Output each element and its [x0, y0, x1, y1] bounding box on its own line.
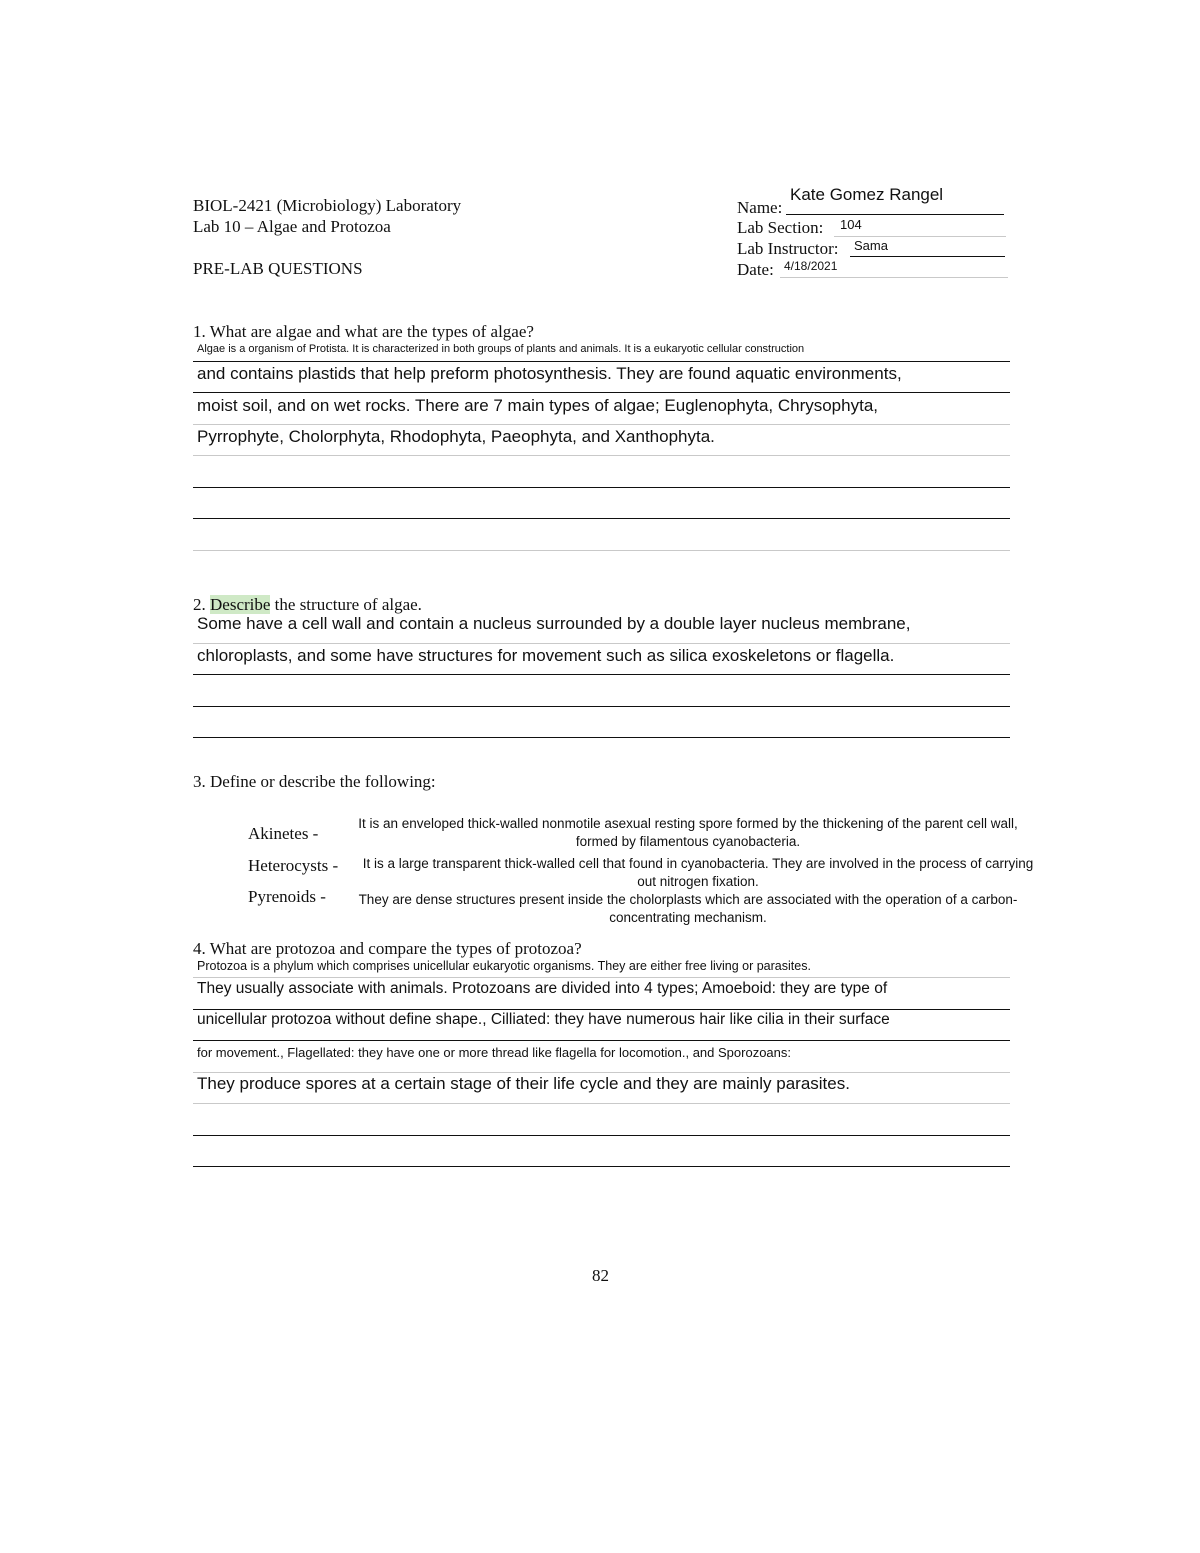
q1-rule-5	[193, 487, 1010, 488]
q1-answer-line-3[interactable]: moist soil, and on wet rocks. There are 7 main types of algae; Euglenophyta, Chrysophyta,	[197, 396, 878, 415]
name-label: Name:	[737, 198, 783, 217]
instructor-value[interactable]: Sama	[854, 238, 888, 253]
question-2-highlight: Describe	[210, 595, 271, 614]
q1-answer-line-1[interactable]: Algae is a organism of Protista. It is characterized in both groups of plants and animals. It is a eukaryotic cellular construction	[197, 343, 805, 355]
q4-rule-4	[193, 1072, 1010, 1073]
definition-akinetes[interactable]: It is an enveloped thick-walled nonmotile asexual resting spore formed by the thickening of the parent cell wall, formed by filamentous cyanobacteria.	[358, 816, 1018, 849]
q2-rule-4	[193, 737, 1010, 738]
date-value[interactable]: 4/18/2021	[784, 259, 838, 273]
term-pyrenoids: Pyrenoids -	[248, 887, 326, 906]
definition-pyrenoids[interactable]: They are dense structures present inside the cholorplasts which are associated with the operation of a carbon-concentrating mechanism.	[358, 892, 1018, 925]
q1-rule-6	[193, 518, 1010, 519]
instructor-label: Lab Instructor:	[737, 239, 839, 258]
q4-rule-1	[193, 977, 1010, 978]
q4-rule-3	[193, 1040, 1010, 1041]
term-heterocysts: Heterocysts -	[248, 856, 339, 875]
term-akinetes: Akinetes -	[248, 824, 319, 843]
section-title: PRE-LAB QUESTIONS	[193, 259, 363, 278]
q1-rule-1	[193, 361, 1010, 362]
q1-rule-3	[193, 424, 1010, 425]
question-1: 1. What are algae and what are the types of algae?	[193, 322, 534, 341]
q4-rule-2	[193, 1009, 1010, 1010]
lab-section-value[interactable]: 104	[840, 217, 862, 232]
question-2-rest: the structure of algae.	[274, 595, 422, 614]
page-number: 82	[592, 1266, 609, 1285]
q4-rule-5	[193, 1103, 1010, 1104]
definition-heterocysts[interactable]: It is a large transparent thick-walled cell that found in cyanobacteria. They are involved in the process of carrying out nitrogen fixation.	[362, 856, 1034, 889]
q2-answer-line-1[interactable]: Some have a cell wall and contain a nucleus surrounded by a double layer nucleus membrane,	[197, 614, 911, 633]
name-value[interactable]: Kate Gomez Rangel	[790, 185, 944, 204]
q1-answer-line-4[interactable]: Pyrrophyte, Cholorphyta, Rhodophyta, Paeophyta, and Xanthophyta.	[197, 427, 715, 446]
question-2-number: 2.	[193, 595, 206, 614]
q2-rule-3	[193, 706, 1010, 707]
q4-answer-line-5[interactable]: They produce spores at a certain stage of their life cycle and they are mainly parasites.	[197, 1074, 850, 1093]
q2-answer-line-2[interactable]: chloroplasts, and some have structures for movement such as silica exoskeletons or flagella.	[197, 646, 895, 665]
question-4: 4. What are protozoa and compare the types of protozoa?	[193, 939, 582, 958]
q2-rule-1	[193, 643, 1010, 644]
lab-title: Lab 10 – Algae and Protozoa	[193, 217, 391, 236]
q4-answer-line-2[interactable]: They usually associate with animals. Protozoans are divided into 4 types; Amoeboid: they are type of	[197, 980, 888, 997]
q1-rule-4	[193, 455, 1010, 456]
date-label: Date:	[737, 260, 774, 279]
q4-answer-line-4[interactable]: for movement., Flagellated: they have one or more thread like flagella for locomotion., and Sporozoans:	[197, 1045, 791, 1060]
q2-rule-2	[193, 674, 1010, 675]
name-underline	[786, 214, 1004, 215]
q4-rule-7	[193, 1166, 1010, 1167]
instructor-underline	[850, 256, 1005, 257]
q4-answer-line-3[interactable]: unicellular protozoa without define shape., Cilliated: they have numerous hair like cilia in their surface	[197, 1011, 890, 1028]
question-3: 3. Define or describe the following:	[193, 772, 436, 791]
lab-section-underline	[834, 236, 1006, 237]
q1-rule-7	[193, 550, 1010, 551]
course-title: BIOL-2421 (Microbiology) Laboratory	[193, 196, 462, 215]
question-2	[193, 595, 422, 615]
date-underline	[780, 277, 1008, 278]
q1-answer-line-2[interactable]: and contains plastids that help preform photosynthesis. They are found aquatic environments,	[197, 364, 902, 383]
lab-section-label: Lab Section:	[737, 218, 824, 237]
q1-rule-2	[193, 392, 1010, 393]
q4-rule-6	[193, 1135, 1010, 1136]
q4-answer-line-1[interactable]: Protozoa is a phylum which comprises unicellular eukaryotic organisms. They are either free living or parasites.	[197, 959, 811, 973]
